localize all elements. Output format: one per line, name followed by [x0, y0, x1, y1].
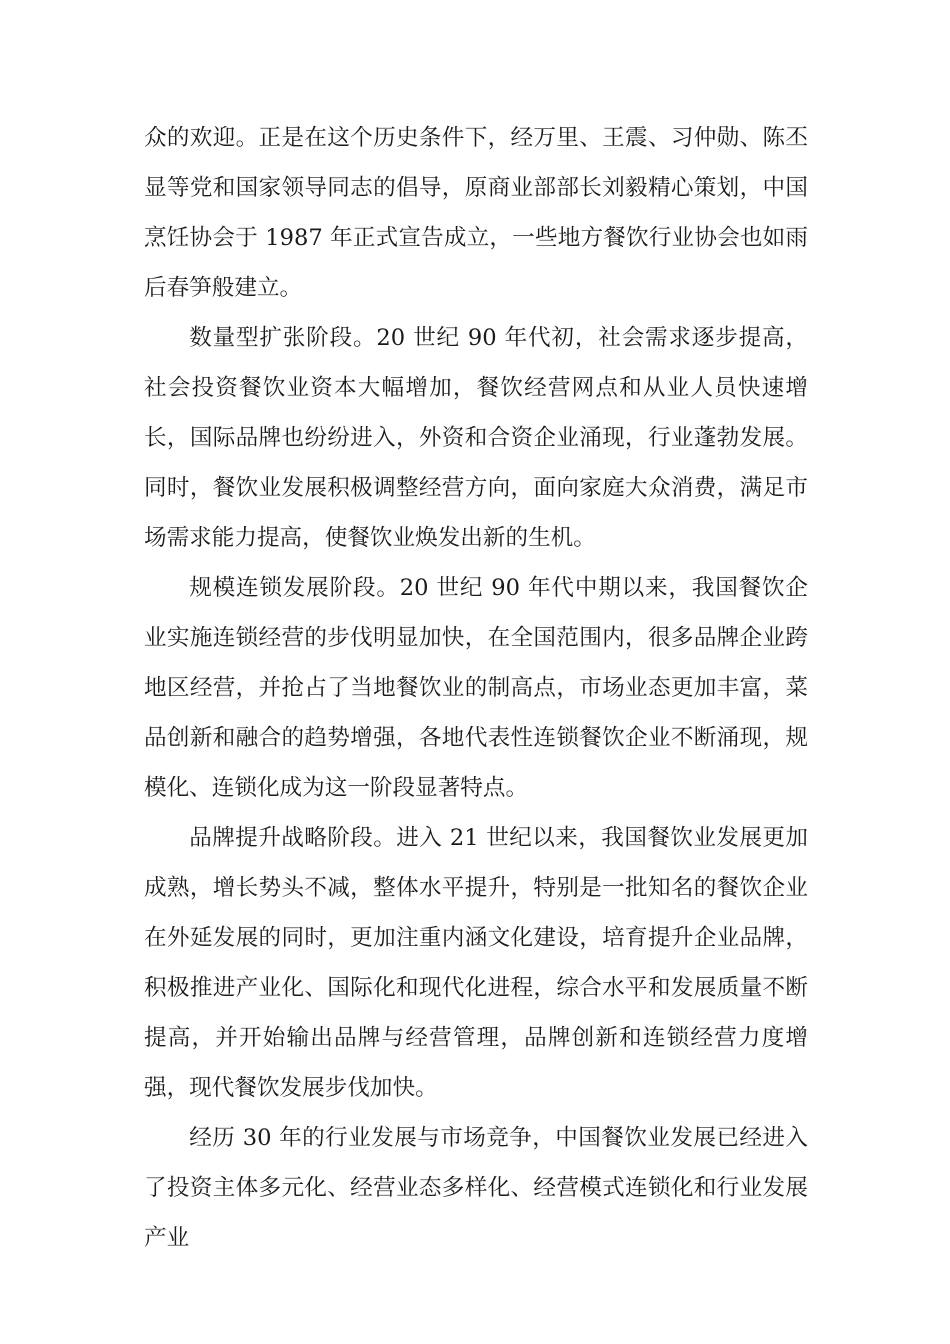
paragraph-2: 数量型扩张阶段。20 世纪 90 年代初，社会需求逐步提高，社会投资餐饮业资本大幅增加，餐饮经营网点和从业人员快速增长，国际品牌也纷纷进入，外资和合资企业涌现，行业蓬勃发展。同时，餐饮业发展积极调整经营方向，面向家庭大众消费，满足市场需求能力提高，使餐饮业焕发出新的生机。: [144, 325, 808, 551]
paragraph-5: 经历 30 年的行业发展与市场竞争，中国餐饮业发展已经进入了投资主体多元化、经营业态多样化、经营模式连锁化和行业发展产业: [144, 1125, 808, 1251]
paragraph-1: 众的欢迎。正是在这个历史条件下，经万里、王震、习仲勋、陈丕显等党和国家领导同志的倡导，原商业部部长刘毅精心策划，中国烹饪协会于 1987 年正式宣告成立，一些地方餐饮行业协会也如雨后春笋般建立。: [144, 125, 808, 301]
paragraph-4: 品牌提升战略阶段。进入 21 世纪以来，我国餐饮业发展更加成熟，增长势头不减，整体水平提升，特别是一批知名的餐饮企业在外延发展的同时，更加注重内涵文化建设，培育提升企业品牌，积极推进产业化、国际化和现代化进程，综合水平和发展质量不断提高，并开始输出品牌与经营管理，品牌创新和连锁经营力度增强，现代餐饮发展步伐加快。: [144, 825, 808, 1101]
paragraph-3: 规模连锁发展阶段。20 世纪 90 年代中期以来，我国餐饮企业实施连锁经营的步伐明显加快，在全国范围内，很多品牌企业跨地区经营，并抢占了当地餐饮业的制高点，市场业态更加丰富，菜品创新和融合的趋势增强，各地代表性连锁餐饮企业不断涌现，规模化、连锁化成为这一阶段显著特点。: [144, 575, 808, 801]
document-body: [144, 113, 808, 1263]
